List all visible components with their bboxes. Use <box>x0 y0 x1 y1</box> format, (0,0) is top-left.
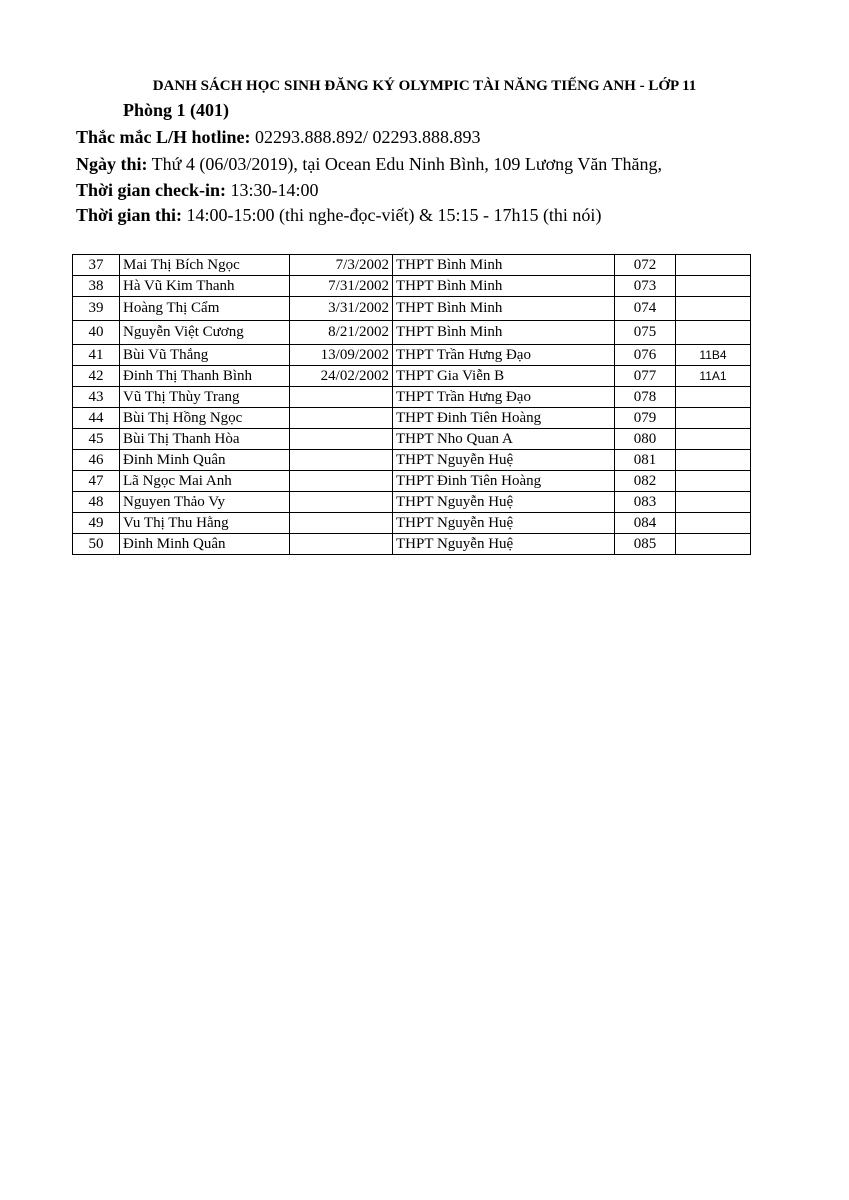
exam-date-label: Ngày thi: <box>76 154 148 174</box>
date-of-birth: 24/02/2002 <box>290 366 393 387</box>
exam-date-line <box>76 154 662 175</box>
checkin-time-value: 13:30-14:00 <box>226 180 319 200</box>
room-label: Phòng 1 (401) <box>123 100 230 120</box>
school-name: THPT Bình Minh <box>393 321 615 345</box>
candidate-number: 082 <box>615 471 676 492</box>
table-row <box>73 429 751 450</box>
table-row <box>73 297 751 321</box>
exam-time-line <box>76 205 601 226</box>
student-name: Hoàng Thị Cẩm <box>120 297 290 321</box>
table-row <box>73 276 751 297</box>
date-of-birth: 7/31/2002 <box>290 276 393 297</box>
candidate-number: 075 <box>615 321 676 345</box>
school-name: THPT Nguyễn Huệ <box>393 534 615 555</box>
date-of-birth <box>290 471 393 492</box>
class-name <box>676 513 751 534</box>
hotline-value: 02293.888.892/ 02293.888.893 <box>250 127 481 147</box>
class-name <box>676 408 751 429</box>
exam-date-value: Thứ 4 (06/03/2019), tại Ocean Edu Ninh Bình, 109 Lương Văn Thăng, <box>147 154 662 174</box>
table-row <box>73 492 751 513</box>
table-row <box>73 345 751 366</box>
row-number: 42 <box>73 366 120 387</box>
class-name <box>676 255 751 276</box>
student-name: Đinh Minh Quân <box>120 534 290 555</box>
student-name: Mai Thị Bích Ngọc <box>120 255 290 276</box>
candidate-number: 076 <box>615 345 676 366</box>
candidate-number: 084 <box>615 513 676 534</box>
student-name: Nguyễn Việt Cương <box>120 321 290 345</box>
row-number: 47 <box>73 471 120 492</box>
row-number: 49 <box>73 513 120 534</box>
class-name <box>676 429 751 450</box>
row-number: 37 <box>73 255 120 276</box>
candidate-number: 073 <box>615 276 676 297</box>
hotline-label: Thắc mắc L/H hotline: <box>76 127 251 147</box>
row-number: 43 <box>73 387 120 408</box>
row-number: 38 <box>73 276 120 297</box>
school-name: THPT Trần Hưng Đạo <box>393 345 615 366</box>
student-name: Đinh Minh Quân <box>120 450 290 471</box>
row-number: 50 <box>73 534 120 555</box>
candidate-number: 083 <box>615 492 676 513</box>
candidate-number: 080 <box>615 429 676 450</box>
checkin-time-label: Thời gian check-in: <box>76 180 226 200</box>
student-name: Hà Vũ Kim Thanh <box>120 276 290 297</box>
school-name: THPT Bình Minh <box>393 297 615 321</box>
candidate-number: 079 <box>615 408 676 429</box>
date-of-birth: 13/09/2002 <box>290 345 393 366</box>
candidate-number: 077 <box>615 366 676 387</box>
student-name: Vũ Thị Thùy Trang <box>120 387 290 408</box>
table-row <box>73 387 751 408</box>
school-name: THPT Trần Hưng Đạo <box>393 387 615 408</box>
class-name <box>676 321 751 345</box>
student-name: Vu Thị Thu Hằng <box>120 513 290 534</box>
date-of-birth <box>290 450 393 471</box>
date-of-birth: 7/3/2002 <box>290 255 393 276</box>
checkin-time-line <box>76 180 319 201</box>
school-name: THPT Đinh Tiên Hoàng <box>393 471 615 492</box>
class-name <box>676 387 751 408</box>
document-title: DANH SÁCH HỌC SINH ĐĂNG KÝ OLYMPIC TÀI NĂNG TIẾNG ANH - LỚP 11 <box>152 78 697 94</box>
date-of-birth <box>290 534 393 555</box>
table-row <box>73 450 751 471</box>
date-of-birth <box>290 408 393 429</box>
class-name <box>676 450 751 471</box>
school-name: THPT Nho Quan A <box>393 429 615 450</box>
row-number: 45 <box>73 429 120 450</box>
student-name: Bùi Thị Hồng Ngọc <box>120 408 290 429</box>
class-name <box>676 297 751 321</box>
row-number: 48 <box>73 492 120 513</box>
date-of-birth: 8/21/2002 <box>290 321 393 345</box>
candidate-number: 085 <box>615 534 676 555</box>
exam-time-value: 14:00-15:00 (thi nghe-đọc-viết) & 15:15 - 17h15 (thi nói) <box>182 205 602 225</box>
row-number: 39 <box>73 297 120 321</box>
row-number: 46 <box>73 450 120 471</box>
school-name: THPT Đinh Tiên Hoàng <box>393 408 615 429</box>
candidate-number: 072 <box>615 255 676 276</box>
school-name: THPT Bình Minh <box>393 255 615 276</box>
date-of-birth <box>290 387 393 408</box>
date-of-birth: 3/31/2002 <box>290 297 393 321</box>
table-row <box>73 513 751 534</box>
student-name: Bùi Thị Thanh Hòa <box>120 429 290 450</box>
class-name <box>676 276 751 297</box>
school-name: THPT Nguyễn Huệ <box>393 450 615 471</box>
class-name: 11A1 <box>676 366 751 387</box>
candidate-number: 074 <box>615 297 676 321</box>
student-name: Nguyen Thảo Vy <box>120 492 290 513</box>
candidate-number: 078 <box>615 387 676 408</box>
row-number: 44 <box>73 408 120 429</box>
table-row <box>73 255 751 276</box>
school-name: THPT Gia Viễn B <box>393 366 615 387</box>
class-name: 11B4 <box>676 345 751 366</box>
date-of-birth <box>290 429 393 450</box>
student-name: Đinh Thị Thanh Bình <box>120 366 290 387</box>
hotline-line <box>76 127 481 148</box>
class-name <box>676 534 751 555</box>
date-of-birth <box>290 492 393 513</box>
table-row <box>73 408 751 429</box>
student-name: Lã Ngọc Mai Anh <box>120 471 290 492</box>
table-row <box>73 534 751 555</box>
date-of-birth <box>290 513 393 534</box>
student-table <box>72 254 751 555</box>
exam-time-label: Thời gian thi: <box>76 205 182 225</box>
table-row <box>73 471 751 492</box>
table-row <box>73 321 751 345</box>
school-name: THPT Bình Minh <box>393 276 615 297</box>
student-name: Bùi Vũ Thắng <box>120 345 290 366</box>
school-name: THPT Nguyễn Huệ <box>393 513 615 534</box>
table-row <box>73 366 751 387</box>
row-number: 41 <box>73 345 120 366</box>
row-number: 40 <box>73 321 120 345</box>
class-name <box>676 492 751 513</box>
school-name: THPT Nguyễn Huệ <box>393 492 615 513</box>
candidate-number: 081 <box>615 450 676 471</box>
class-name <box>676 471 751 492</box>
